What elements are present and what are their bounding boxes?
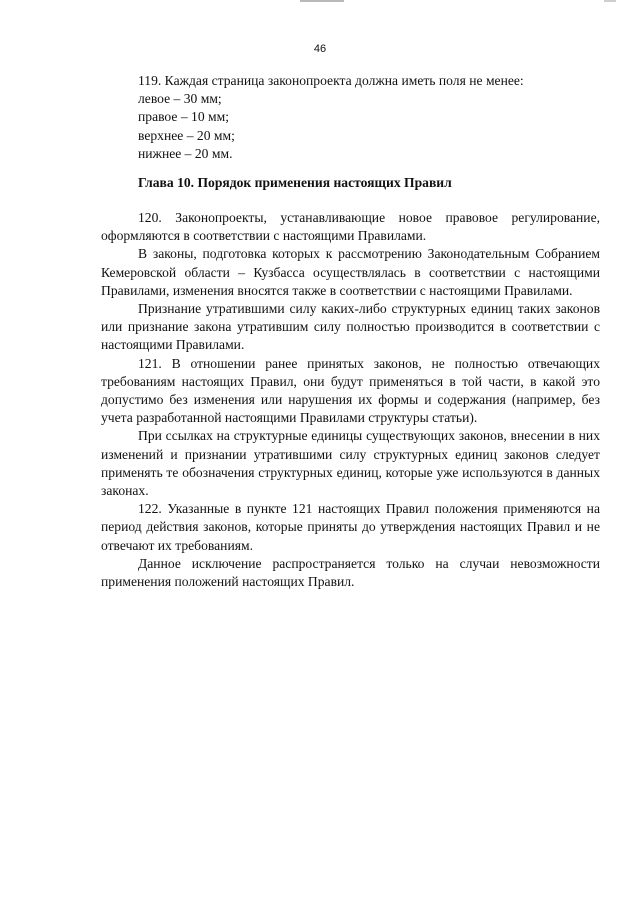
paragraph: В законы, подготовка которых к рассмотрению Законодательным Собранием Кемеровской области – Кузбасса осуществлялась в соответствии с настоящими Правилами, изменения вносятся также в соответствии с настоящими Правилами. xyxy=(101,246,600,298)
item-119-intro: 119. Каждая страница законопроекта должна иметь поля не менее: xyxy=(138,73,524,88)
margin-bottom-line: нижнее – 20 мм. xyxy=(138,145,233,161)
page-number: 46 xyxy=(313,43,327,55)
paragraph: Данное исключение распространяется только на случаи невозможности применения положений настоящих Правил. xyxy=(101,555,600,590)
margin-left-line: левое – 30 мм; xyxy=(138,91,222,107)
paragraph: При ссылках на структурные единицы существующих законов, внесении в них изменений и признании утратившими силу структурных единиц законов следует применять те обозначения структурных единиц, которые уже используются в данных законах. xyxy=(101,428,600,499)
paragraph: 122. Указанные в пункте 121 настоящих Правил положения применяются на период действия законов, которые приняты до утверждения настоящих Правил и не отвечают их требованиям. xyxy=(101,501,600,553)
paragraph: 121. В отношении ранее принятых законов, не полностью отвечающих требованиям настоящих Правил, они будут применяться в той части, в какой это допустимо без изменения или нарушения их формы и содержания (например, без учета разработанной настоящими Правилами структуры статьи). xyxy=(101,355,600,426)
paragraph: 120. Законопроекты, устанавливающие новое правовое регулирование, оформляются в соответствии с настоящими Правилами. xyxy=(101,210,600,244)
item-119-block xyxy=(101,72,600,163)
margin-top-line: верхнее – 20 мм; xyxy=(138,127,235,143)
paragraph: Признание утратившими силу каких-либо структурных единиц таких законов или признание закона утратившим силу полностью производится в соответствии с настоящими Правилами. xyxy=(101,301,600,353)
scan-artifact-mark xyxy=(604,0,616,2)
chapter-body xyxy=(101,209,600,591)
margin-right-line: правое – 10 мм; xyxy=(138,109,229,125)
scan-artifact-mark xyxy=(300,0,344,2)
chapter-heading: Глава 10. Порядок применения настоящих Правил xyxy=(138,175,452,190)
